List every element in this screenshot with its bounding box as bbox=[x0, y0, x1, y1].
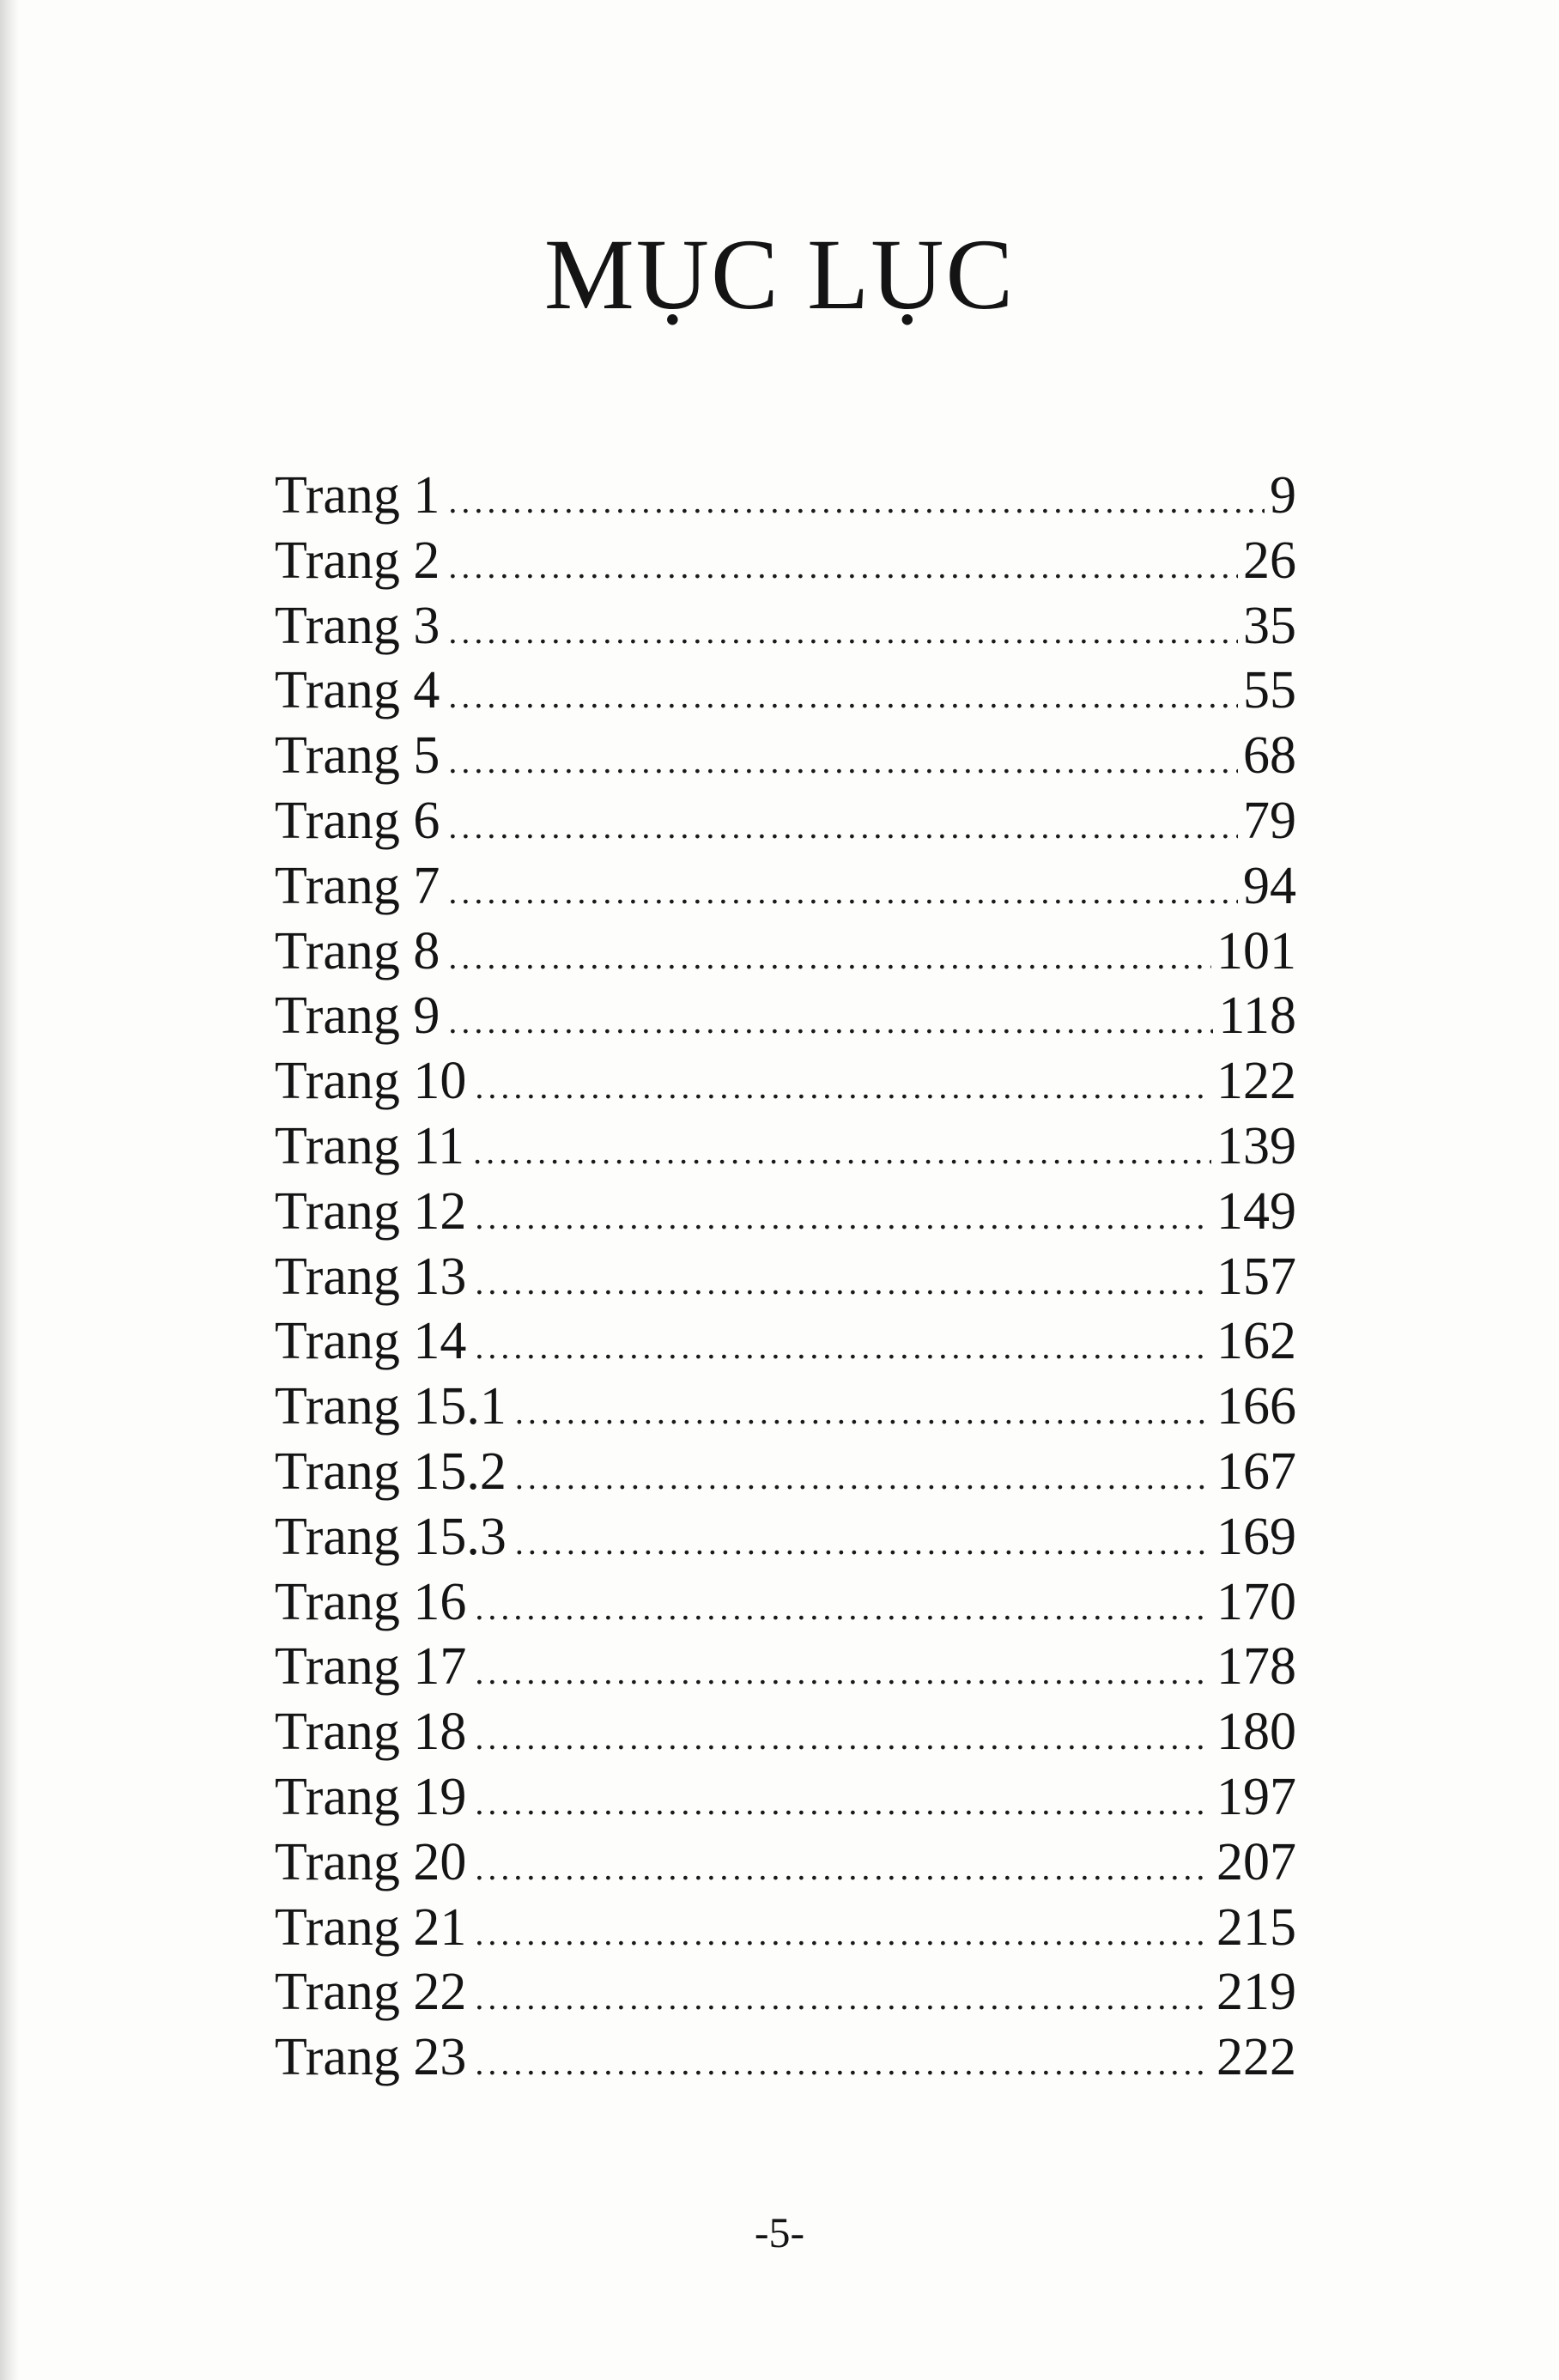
toc-entry[interactable] bbox=[275, 659, 1296, 724]
toc-leader-dots bbox=[475, 1836, 1211, 1901]
toc-entry[interactable] bbox=[275, 920, 1296, 985]
toc-leader-dots bbox=[515, 1445, 1211, 1510]
toc-entry-label: Trang 15.2 bbox=[275, 1442, 507, 1501]
toc-entry-page: 55 bbox=[1243, 661, 1296, 720]
toc-leader-dots bbox=[475, 1185, 1211, 1250]
toc-entry-page: 118 bbox=[1218, 987, 1296, 1046]
toc-leader-dots bbox=[475, 1576, 1211, 1641]
table-of-contents bbox=[275, 464, 1296, 2091]
page-number: -5- bbox=[754, 2208, 805, 2256]
toc-leader-dots bbox=[475, 1901, 1211, 1966]
toc-entry-label: Trang 6 bbox=[275, 791, 440, 850]
toc-entry[interactable] bbox=[275, 2025, 1296, 2091]
toc-entry[interactable] bbox=[275, 594, 1296, 659]
toc-leader-dots bbox=[448, 534, 1238, 599]
toc-entry-label: Trang 11 bbox=[275, 1116, 465, 1175]
toc-entry-page: 207 bbox=[1216, 1832, 1296, 1891]
toc-entry-label: Trang 15.3 bbox=[275, 1507, 507, 1566]
toc-leader-dots bbox=[448, 859, 1238, 925]
toc-entry-label: Trang 16 bbox=[275, 1572, 467, 1631]
toc-leader-dots bbox=[475, 1640, 1211, 1705]
toc-leader-dots bbox=[515, 1510, 1211, 1576]
toc-entry[interactable] bbox=[275, 724, 1296, 789]
toc-entry[interactable] bbox=[275, 1896, 1296, 1961]
toc-entry[interactable] bbox=[275, 1831, 1296, 1896]
toc-entry-label: Trang 13 bbox=[275, 1247, 467, 1306]
toc-entry[interactable] bbox=[275, 1245, 1296, 1310]
toc-leader-dots bbox=[473, 1120, 1211, 1185]
toc-entry-page: 219 bbox=[1216, 1963, 1296, 2022]
toc-entry-page: 166 bbox=[1216, 1377, 1296, 1436]
toc-entry-page: 167 bbox=[1216, 1442, 1296, 1501]
toc-entry[interactable] bbox=[275, 1960, 1296, 2025]
toc-leader-dots bbox=[448, 989, 1213, 1054]
toc-entry-page: 178 bbox=[1216, 1637, 1296, 1697]
toc-entry-label: Trang 17 bbox=[275, 1637, 467, 1697]
toc-entry-label: Trang 10 bbox=[275, 1052, 467, 1111]
toc-leader-dots bbox=[475, 1250, 1211, 1315]
toc-entry-label: Trang 4 bbox=[275, 661, 440, 720]
page-binding-shadow bbox=[0, 0, 19, 2380]
page-title: MỤC LỤC bbox=[543, 218, 1016, 331]
toc-entry-label: Trang 7 bbox=[275, 856, 440, 915]
toc-entry[interactable] bbox=[275, 854, 1296, 920]
toc-leader-dots bbox=[475, 1314, 1211, 1380]
toc-entry-label: Trang 21 bbox=[275, 1897, 467, 1957]
toc-entry[interactable] bbox=[275, 1180, 1296, 1245]
toc-leader-dots bbox=[448, 599, 1238, 665]
toc-entry-label: Trang 12 bbox=[275, 1181, 467, 1241]
toc-entry-label: Trang 2 bbox=[275, 531, 440, 590]
toc-entry[interactable] bbox=[275, 529, 1296, 594]
toc-leader-dots bbox=[448, 794, 1238, 859]
toc-entry[interactable] bbox=[275, 1700, 1296, 1765]
toc-entry[interactable] bbox=[275, 1570, 1296, 1636]
toc-entry[interactable] bbox=[275, 1505, 1296, 1570]
toc-entry-page: 170 bbox=[1216, 1572, 1296, 1631]
toc-entry-page: 26 bbox=[1243, 531, 1296, 590]
toc-entry-page: 149 bbox=[1216, 1181, 1296, 1241]
toc-entry[interactable] bbox=[275, 1440, 1296, 1505]
toc-entry-page: 122 bbox=[1216, 1052, 1296, 1111]
toc-entry[interactable] bbox=[275, 984, 1296, 1049]
toc-leader-dots bbox=[475, 1705, 1211, 1770]
toc-entry-label: Trang 8 bbox=[275, 921, 440, 981]
toc-leader-dots bbox=[448, 729, 1238, 794]
toc-entry-label: Trang 19 bbox=[275, 1767, 467, 1826]
toc-entry-label: Trang 20 bbox=[275, 1832, 467, 1891]
toc-leader-dots bbox=[448, 469, 1265, 534]
toc-entry-page: 68 bbox=[1243, 726, 1296, 786]
toc-leader-dots bbox=[475, 1770, 1211, 1836]
toc-entry-label: Trang 18 bbox=[275, 1703, 467, 1762]
toc-entry[interactable] bbox=[275, 1114, 1296, 1180]
toc-entry-page: 101 bbox=[1216, 921, 1296, 981]
toc-entry[interactable] bbox=[275, 1309, 1296, 1375]
toc-entry-label: Trang 9 bbox=[275, 987, 440, 1046]
toc-entry-page: 139 bbox=[1216, 1116, 1296, 1175]
toc-entry-page: 180 bbox=[1216, 1703, 1296, 1762]
toc-entry-label: Trang 15.1 bbox=[275, 1377, 507, 1436]
toc-entry-label: Trang 23 bbox=[275, 2028, 467, 2087]
toc-leader-dots bbox=[515, 1380, 1211, 1445]
toc-entry-label: Trang 3 bbox=[275, 596, 440, 655]
toc-entry-page: 215 bbox=[1216, 1897, 1296, 1957]
toc-entry-label: Trang 22 bbox=[275, 1963, 467, 2022]
toc-entry-page: 169 bbox=[1216, 1507, 1296, 1566]
toc-entry-label: Trang 14 bbox=[275, 1312, 467, 1371]
toc-entry-page: 157 bbox=[1216, 1247, 1296, 1306]
toc-entry-label: Trang 5 bbox=[275, 726, 440, 786]
toc-entry[interactable] bbox=[275, 464, 1296, 529]
toc-entry-page: 222 bbox=[1216, 2028, 1296, 2087]
toc-leader-dots bbox=[475, 1965, 1211, 2031]
toc-entry-page: 9 bbox=[1270, 466, 1296, 525]
toc-entry-page: 197 bbox=[1216, 1767, 1296, 1826]
toc-entry-label: Trang 1 bbox=[275, 466, 440, 525]
toc-entry[interactable] bbox=[275, 1765, 1296, 1831]
toc-entry-page: 35 bbox=[1243, 596, 1296, 655]
toc-entry[interactable] bbox=[275, 1375, 1296, 1440]
toc-entry[interactable] bbox=[275, 1635, 1296, 1700]
toc-entry-page: 79 bbox=[1243, 791, 1296, 850]
toc-leader-dots bbox=[475, 1054, 1211, 1120]
toc-leader-dots bbox=[448, 664, 1238, 729]
toc-entry-page: 94 bbox=[1243, 856, 1296, 915]
toc-leader-dots bbox=[475, 2031, 1211, 2096]
toc-entry-page: 162 bbox=[1216, 1312, 1296, 1371]
toc-entry[interactable] bbox=[275, 789, 1296, 854]
toc-leader-dots bbox=[448, 925, 1211, 990]
toc-entry[interactable] bbox=[275, 1049, 1296, 1114]
